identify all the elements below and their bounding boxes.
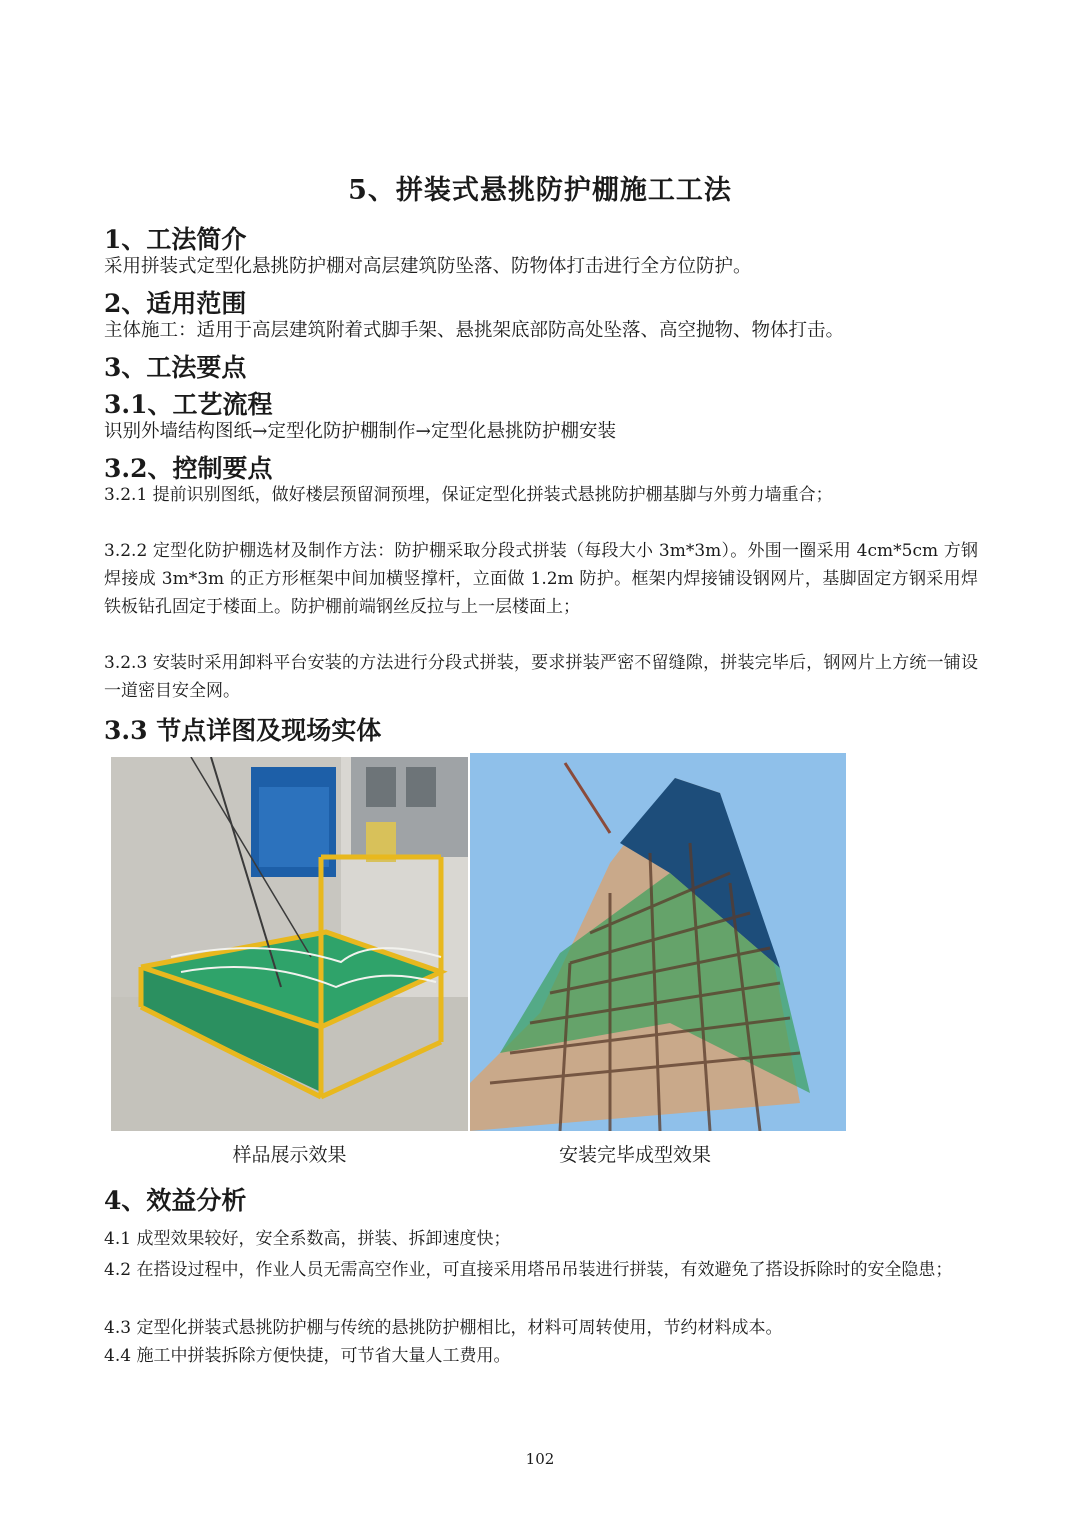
sample-shed-photo (111, 757, 468, 1131)
sample-shed-illustration (111, 757, 468, 1131)
control-point-2: 3.2.2 定型化防护棚选材及制作方法：防护棚采取分段式拼装（每段大小 3m*3m）。外围一圈采用 4cm*5cm 方钢焊接成 3m*3m 的正方形框架中间加横竖撑杆，立面做 1.2m 防护。框架内焊接铺设钢网片，基脚固定方钢采用焊铁板钻孔固定于楼面上。防护棚前端钢丝反拉与上一层楼面上； (104, 541, 978, 617)
right-photo-caption: 安装完毕成型效果 (558, 1144, 711, 1166)
benefit-2: 4.2 在搭设过程中，作业人员无需高空作业，可直接采用塔吊吊装进行拼装，有效避免了搭设拆除时的安全隐患； (104, 1260, 953, 1280)
control-point-1: 3.2.1 提前识别图纸，做好楼层预留洞预埋，保证定型化拼装式悬挑防护棚基脚与外剪力墙重合； (104, 485, 833, 505)
heading-scope: 2、适用范围 (104, 289, 247, 318)
heading-benefits: 4、效益分析 (104, 1186, 247, 1215)
benefit-4: 4.4 施工中拼装拆除方便快捷，可节省大量人工费用。 (104, 1346, 511, 1366)
benefit-3: 4.3 定型化拼装式悬挑防护棚与传统的悬挑防护棚相比，材料可周转使用，节约材料成本。 (104, 1318, 783, 1338)
process-flow-text: 识别外墙结构图纸→定型化防护棚制作→定型化悬挑防护棚安装 (104, 421, 617, 442)
control-point-3: 3.2.3 安装时采用卸料平台安装的方法进行分段式拼装，要求拼装严密不留缝隙，拼装完毕后，钢网片上方统一铺设一道密目安全网。 (104, 653, 978, 701)
page-title: 5、拼装式悬挑防护棚施工工法 (348, 175, 732, 206)
left-photo-caption: 样品展示效果 (232, 1144, 347, 1166)
intro-text: 采用拼装式定型化悬挑防护棚对高层建筑防坠落、防物体打击进行全方位防护。 (104, 256, 752, 277)
installed-shed-photo (470, 753, 846, 1131)
benefit-1: 4.1 成型效果较好，安全系数高，拼装、拆卸速度快； (104, 1229, 511, 1249)
heading-process-flow: 3.1、工艺流程 (104, 390, 273, 419)
building-illustration (470, 753, 846, 1131)
heading-control-points: 3.2、控制要点 (104, 454, 273, 483)
heading-intro: 1、工法简介 (104, 225, 247, 254)
page-number: 102 (525, 1450, 555, 1468)
heading-node-details: 3.3 节点详图及现场实体 (104, 716, 382, 745)
scope-text: 主体施工：适用于高层建筑附着式脚手架、悬挑架底部防高处坠落、高空抛物、物体打击。 (104, 320, 845, 341)
heading-key-points: 3、工法要点 (104, 353, 247, 382)
